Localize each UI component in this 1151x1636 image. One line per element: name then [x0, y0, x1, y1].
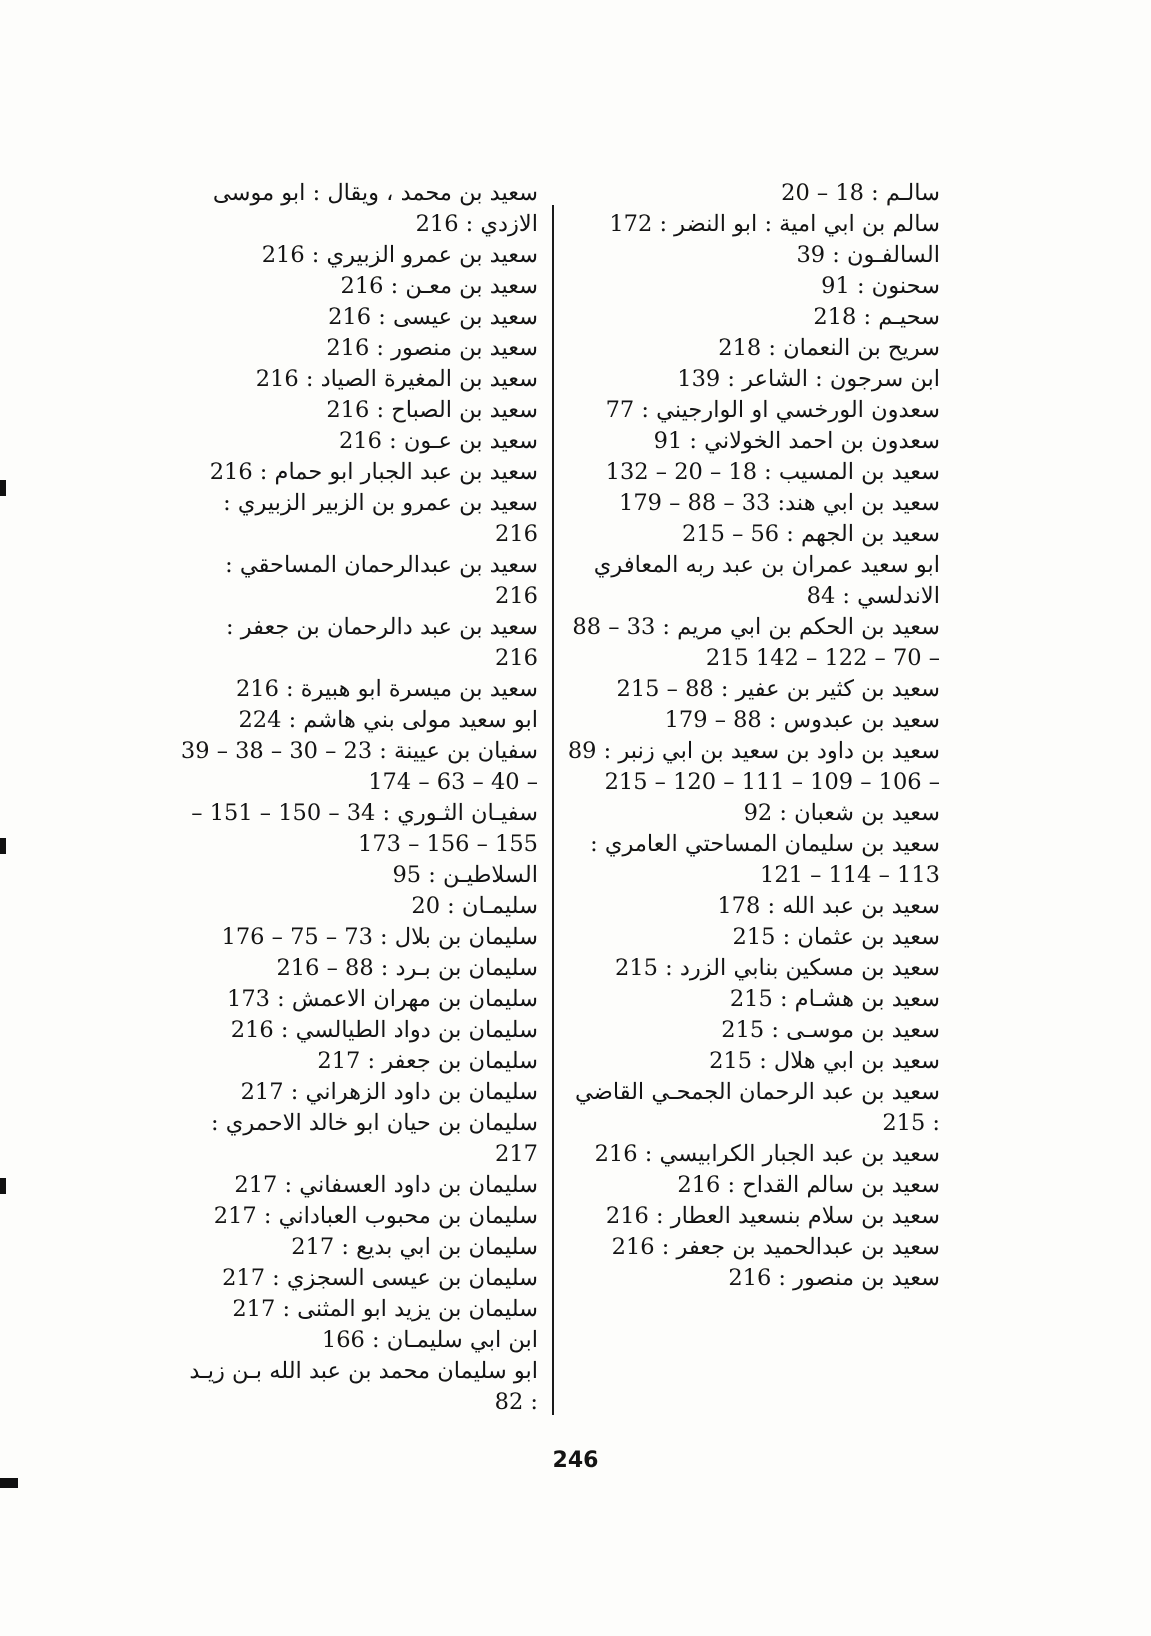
page-number: 246 [552, 1448, 599, 1473]
index-entry: ابو سعيد مولى بني هاشم : 224 [238, 707, 538, 733]
index-entry: سعيد بن شعبان : 92 [743, 800, 940, 826]
index-entry: سعيد بن معـن : 216 [340, 273, 538, 299]
index-entry: سعيد بن محمد ، ويقال : ابو موسى الازدي : 216 [212, 180, 538, 237]
index-entry: سعيد بن سالم القداح : 216 [677, 1172, 940, 1198]
index-entry: سعدون بن احمد الخولاني : 91 [653, 428, 940, 454]
index-entry: سعيد بن عمرو بن الزبير الزبيري : 216 [223, 490, 538, 547]
index-entry: سليمان بن بـرد : 88 – 216 [276, 955, 538, 981]
index-entry: سالـم : 18 – 20 [781, 180, 940, 206]
index-entry: سليمان بن حيان ابو خالد الاحمري : 217 [210, 1110, 538, 1167]
index-entry: سعيد بن كثير بن عفير : 88 – 215 [616, 676, 940, 702]
index-entry: سليمـان : 20 [411, 893, 538, 919]
index-entry: سعيد بن سلام بنسعيد العطار : 216 [605, 1203, 940, 1229]
index-entry: سليمان بن ابي بديع : 217 [291, 1234, 538, 1260]
index-entry: ابو سعيد عمران بن عبد ربه المعافري الاندلسي : 84 [593, 552, 940, 609]
index-entry: ابن سرجون : الشاعر : 139 [677, 366, 940, 392]
index-entry: سعيد بن عبدوس : 88 – 179 [664, 707, 940, 733]
index-entry: السلاطيـن : 95 [392, 862, 538, 888]
index-entry: سليمان بن جعفر : 217 [317, 1048, 538, 1074]
index-entry: سفيان بن عيينة : 23 – 30 – 38 – 39 – 40 – 63 – 174 [180, 738, 538, 795]
scan-edge-mark [0, 480, 6, 496]
scan-edge-mark [0, 1178, 6, 1194]
index-entry: سعيد بن عبدالحميد بن جعفر : 216 [611, 1234, 940, 1260]
index-entry: سالم بن ابي امية : ابو النضر : 172 [609, 211, 940, 237]
index-entry: سعيد بن عبد الجبار الكرابيسي : 216 [594, 1141, 940, 1167]
column-divider [552, 205, 554, 1415]
index-entry: سعيد بن الصباح : 216 [326, 397, 538, 423]
index-entry: سفيـان الثـوري : 34 – 150 – 151 – 155 – 156 – 173 [191, 800, 538, 857]
index-entry: سعيد بن المغيرة الصياد : 216 [255, 366, 538, 392]
index-entry: سعدون الورخسي او الوارجيني : 77 [605, 397, 940, 423]
index-entry: سحيـم : 218 [813, 304, 940, 330]
index-entry: سليمان بن بلال : 73 – 75 – 176 [221, 924, 538, 950]
index-entry: سعيد بن الجهم : 56 – 215 [681, 521, 940, 547]
index-entry: سعيد بن ميسرة ابو هبيرة : 216 [235, 676, 538, 702]
index-entry: سعيد بن الحكم بن ابي مريم : 33 – 88 – 70 – 122 – 142 215 [572, 614, 940, 671]
index-entry: سعيد بن عثمان : 215 [732, 924, 940, 950]
index-entry: سعيد بن سليمان المساحتي العامري : 113 – 114 – 121 [590, 831, 940, 888]
scan-edge-mark [0, 1478, 18, 1488]
index-entry: سليمان بن محبوب العباداني : 217 [213, 1203, 538, 1229]
index-column-left [180, 178, 538, 1418]
index-entry: سليمان بن عيسى السجزي : 217 [222, 1265, 538, 1291]
index-entry: سليمان بن مهران الاعمش : 173 [227, 986, 538, 1012]
index-entry: سعيد بن المسيب : 18 – 20 – 132 [605, 459, 940, 485]
index-entry: سعيد بن موسـى : 215 [721, 1017, 940, 1043]
index-entry: سعيد بن عـون : 216 [338, 428, 538, 454]
index-entry: ابو سليمان محمد بن عبد الله بـن زيـد : 82 [189, 1358, 538, 1415]
index-entry: سعيد بن منصور : 216 [326, 335, 538, 361]
index-entry: سعيد بن عمرو الزبيري : 216 [261, 242, 538, 268]
index-entry: سعيد بن منصور : 216 [728, 1265, 940, 1291]
index-entry: سعيد بن عبد الله : 178 [717, 893, 940, 919]
index-entry: سليمان بن يزيد ابو المثنى : 217 [232, 1296, 538, 1322]
index-entry: سحنون : 91 [821, 273, 940, 299]
index-entry: سعيد بن عيسى : 216 [328, 304, 538, 330]
index-entry: سليمان بن داود العسفاني : 217 [234, 1172, 538, 1198]
index-entry: سريح بن النعمان : 218 [718, 335, 940, 361]
index-entry: سعيد بن عبد دالرحمان بن جعفر : 216 [225, 614, 538, 671]
index-entry: ابن ابي سليمـان : 166 [321, 1327, 538, 1353]
index-entry: سعيد بن عبد الجبار ابو حمام : 216 [209, 459, 538, 485]
index-entry: سعيد بن هشـام : 215 [729, 986, 940, 1012]
index-entry: سعيد بن داود بن سعيد بن ابي زنبر : 89 – 106 – 109 – 111 – 120 – 215 [567, 738, 940, 795]
index-entry: سعيد بن ابي هلال : 215 [709, 1048, 940, 1074]
index-entry: سعيد بن ابي هند: 33 – 88 – 179 [619, 490, 940, 516]
index-entry: سليمان بن دواد الطيالسي : 216 [230, 1017, 538, 1043]
index-entry: سعيد بن عبدالرحمان المساحقي : 216 [225, 552, 538, 609]
index-entry: سليمان بن داود الزهراني : 217 [240, 1079, 538, 1105]
index-entry: سعيد بن مسكين بنابي الزرد : 215 [615, 955, 940, 981]
index-entry: السالفـون : 39 [796, 242, 940, 268]
index-entry: سعيد بن عبد الرحمان الجمحـي القاضي : 215 [574, 1079, 940, 1136]
index-column-right [565, 178, 940, 1294]
scan-edge-mark [0, 838, 6, 854]
